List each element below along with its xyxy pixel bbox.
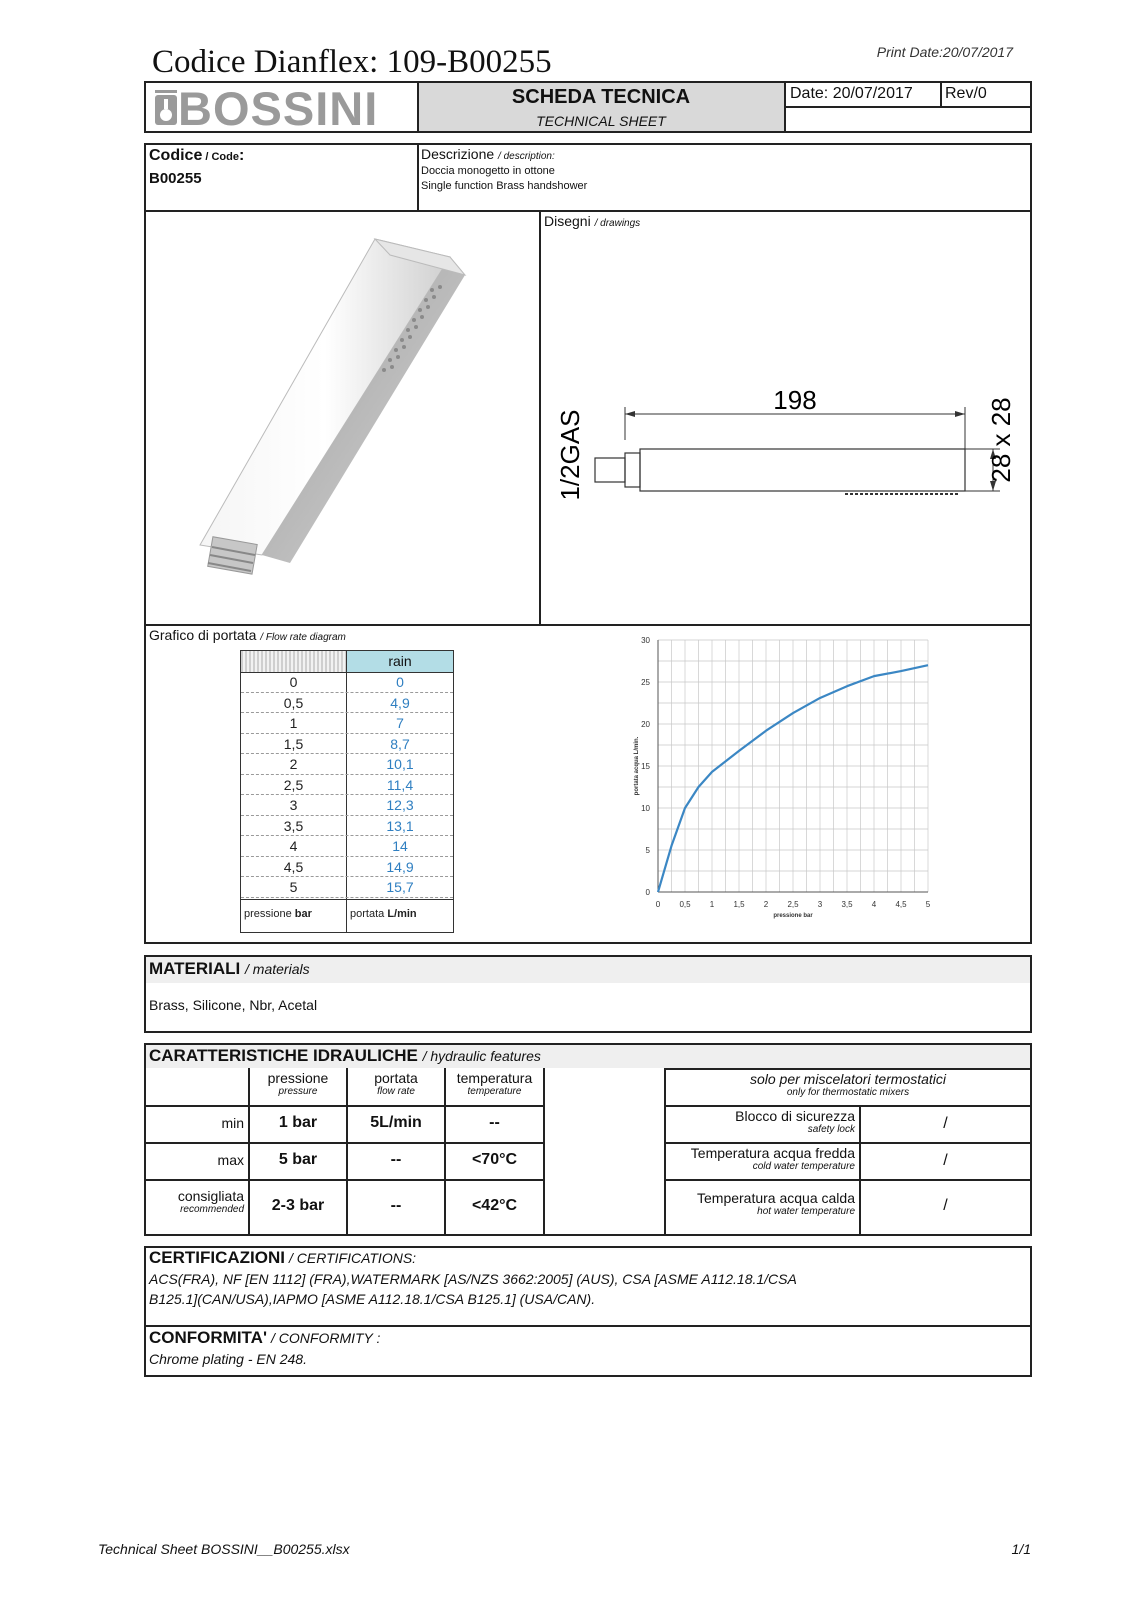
flow-pressure-cell: 3,5 bbox=[283, 817, 304, 834]
x-tick-label: 4,5 bbox=[895, 900, 907, 909]
dim-section: 28 x 28 bbox=[986, 397, 1016, 483]
flow-pressure-cell: 4 bbox=[289, 838, 298, 854]
x-tick-label: 5 bbox=[925, 900, 931, 909]
col-temp-it: temperatura bbox=[456, 1070, 533, 1086]
x-tick-label: 1,5 bbox=[733, 900, 745, 909]
y-tick-label: 0 bbox=[645, 888, 650, 897]
thermo-hot-value: / bbox=[943, 1197, 948, 1214]
thermo-title-en: only for thermostatic mixers bbox=[786, 1087, 910, 1098]
x-axis-label: pressione bar bbox=[773, 913, 813, 919]
dianflex-code: Codice Dianflex: 109-B00255 bbox=[152, 44, 552, 80]
flow-footer bbox=[350, 908, 417, 920]
flow-label-it: Grafico di portata bbox=[149, 627, 257, 643]
flow-label-en: / Flow rate diagram bbox=[260, 632, 346, 643]
thermo-title bbox=[666, 1071, 1030, 1098]
desc-label-en: / description: bbox=[498, 151, 555, 162]
hydraulic-title bbox=[149, 1046, 541, 1066]
row-min-temp: -- bbox=[489, 1114, 500, 1131]
x-tick-label: 3,5 bbox=[841, 900, 853, 909]
x-tick-label: 0 bbox=[655, 900, 661, 909]
desc-en: Single function Brass handshower bbox=[421, 180, 588, 192]
flow-table-hatch bbox=[241, 651, 347, 672]
col-pressure bbox=[250, 1070, 346, 1097]
thermo-title-it: solo per miscelatori termostatici bbox=[749, 1071, 947, 1087]
flow-table-row bbox=[241, 795, 453, 816]
flow-pressure-cell: 0 bbox=[289, 674, 298, 690]
flow-pressure-cell: 4,5 bbox=[283, 858, 304, 875]
code-label-en: / Code bbox=[205, 151, 239, 163]
y-axis-label: portata acqua L/min. bbox=[634, 736, 640, 796]
code-value: B00255 bbox=[149, 170, 202, 187]
flow-rows bbox=[241, 672, 453, 898]
flow-col-header: rain bbox=[347, 651, 453, 672]
row-rec-temp: <42°C bbox=[471, 1197, 518, 1214]
materials-title bbox=[149, 959, 310, 979]
flow-rate-cell: 14,9 bbox=[386, 858, 414, 875]
x-tick-label: 2 bbox=[763, 900, 769, 909]
flow-rate-cell: 12,3 bbox=[386, 797, 414, 813]
flow-pressure-cell: 1,5 bbox=[283, 735, 304, 752]
col-flow bbox=[348, 1070, 444, 1097]
flow-pressure-cell: 2,5 bbox=[283, 776, 304, 793]
col-pressure-it: pressione bbox=[267, 1070, 329, 1086]
y-tick-label: 10 bbox=[641, 804, 650, 813]
x-tick-label: 3 bbox=[817, 900, 823, 909]
flow-chart bbox=[620, 630, 940, 935]
drawings-label bbox=[544, 213, 640, 229]
flow-rate-cell: 0 bbox=[396, 674, 404, 690]
sheet-subtitle: TECHNICAL SHEET bbox=[536, 113, 666, 129]
flow-rate-cell: 10,1 bbox=[386, 756, 414, 772]
flow-footer-unit: L/min bbox=[387, 908, 417, 920]
code-label: Codice / Code: bbox=[149, 147, 245, 164]
flow-rate-cell: 14 bbox=[392, 838, 408, 854]
col-temp bbox=[446, 1070, 543, 1097]
cert-title-it: CERTIFICAZIONI bbox=[149, 1248, 285, 1267]
flow-table-row bbox=[241, 836, 453, 857]
row-max-temp: <70°C bbox=[471, 1151, 518, 1168]
pressure-footer-label: pressione bbox=[244, 908, 292, 920]
flow-rate-cell: 4,9 bbox=[390, 694, 410, 711]
flow-table-row bbox=[241, 877, 453, 898]
flow-table-row bbox=[241, 693, 453, 714]
col-flow-en: flow rate bbox=[377, 1086, 415, 1097]
flow-table-row bbox=[241, 734, 453, 755]
conformity-value: Chrome plating - EN 248. bbox=[149, 1351, 307, 1367]
flow-table-row bbox=[241, 672, 453, 693]
header-date: Date: 20/07/2017 bbox=[790, 85, 913, 102]
row-max-label: max bbox=[217, 1152, 244, 1168]
thermo-hot-en: hot water temperature bbox=[757, 1206, 855, 1217]
footer-filename: Technical Sheet BOSSINI__B00255.xlsx bbox=[98, 1541, 350, 1557]
product-box bbox=[144, 143, 1032, 212]
row-max-flow: -- bbox=[390, 1151, 402, 1168]
x-tick-label: 1 bbox=[709, 900, 715, 909]
dim-length: 198 bbox=[773, 385, 817, 415]
conformity-title bbox=[149, 1328, 380, 1348]
cert-line-1: ACS(FRA), NF [EN 1112] (FRA),WATERMARK [AS/NZS 3662:2005] (AUS), CSA [ASME A112.18.1/CSA bbox=[149, 1271, 797, 1287]
desc-label-it: Descrizione bbox=[421, 146, 495, 162]
cert-title bbox=[149, 1248, 416, 1268]
thermo-cold-value: / bbox=[943, 1152, 948, 1169]
drawings-label-it: Disegni bbox=[544, 213, 591, 229]
row-min-label: min bbox=[221, 1115, 244, 1131]
col-flow-it: portata bbox=[374, 1070, 418, 1086]
row-rec-label-en: recommended bbox=[180, 1204, 244, 1215]
thermo-lock-it: Blocco di sicurezza bbox=[735, 1108, 855, 1124]
conformity-title-it: CONFORMITA' bbox=[149, 1328, 267, 1347]
materials-value: Brass, Silicone, Nbr, Acetal bbox=[149, 997, 318, 1013]
thermo-lock-value: / bbox=[943, 1115, 948, 1132]
print-date: Print Date:20/07/2017 bbox=[876, 44, 1013, 60]
cert-title-en: / CERTIFICATIONS: bbox=[289, 1250, 417, 1266]
desc-label bbox=[421, 146, 555, 162]
flow-pressure-cell: 1 bbox=[289, 715, 298, 731]
row-rec-flow: -- bbox=[390, 1197, 402, 1214]
cert-line-2: B125.1](CAN/USA),IAPMO [ASME A112.18.1/CSA B125.1] (USA/CAN). bbox=[149, 1291, 596, 1307]
flow-table-row bbox=[241, 775, 453, 796]
flow-table-row bbox=[241, 713, 453, 734]
row-rec-pressure: 2-3 bar bbox=[271, 1197, 325, 1214]
code-label-it: Codice bbox=[149, 147, 203, 164]
conformity-title-en: / CONFORMITY : bbox=[271, 1330, 381, 1346]
y-tick-label: 20 bbox=[641, 720, 650, 729]
row-rec-label-it: consigliata bbox=[177, 1188, 244, 1204]
flow-pressure-cell: 5 bbox=[289, 879, 298, 895]
flow-table-row bbox=[241, 857, 453, 878]
x-tick-label: 2,5 bbox=[787, 900, 799, 909]
row-min-pressure: 1 bar bbox=[278, 1114, 318, 1131]
row-rec-label bbox=[146, 1188, 244, 1215]
flow-rate-cell: 11,4 bbox=[386, 776, 414, 793]
hydraulic-title-en: / hydraulic features bbox=[422, 1048, 541, 1064]
flow-table bbox=[240, 650, 454, 933]
logo-text: BOSSINI bbox=[178, 82, 379, 135]
flow-footer-label: portata bbox=[350, 908, 385, 920]
thermo-hot-it: Temperatura acqua calda bbox=[697, 1190, 855, 1206]
col-temp-en: temperature bbox=[467, 1086, 522, 1097]
thermo-row-lock bbox=[666, 1108, 855, 1135]
thermo-row-cold bbox=[666, 1145, 855, 1172]
flow-rate-cell: 13,1 bbox=[386, 817, 414, 834]
hydraulic-title-it: CARATTERISTICHE IDRAULICHE bbox=[149, 1046, 418, 1065]
flow-pressure-cell: 2 bbox=[289, 756, 298, 772]
thermo-row-hot bbox=[666, 1190, 855, 1217]
technical-drawing bbox=[545, 360, 1025, 520]
pressure-footer-unit: bar bbox=[294, 908, 312, 920]
flow-pressure-cell: 3 bbox=[289, 797, 298, 813]
thermo-cold-it: Temperatura acqua fredda bbox=[690, 1145, 855, 1161]
header-rev: Rev/0 bbox=[945, 85, 987, 102]
thermo-lock-en: safety lock bbox=[807, 1124, 855, 1135]
flow-rate-cell: 7 bbox=[396, 715, 404, 731]
x-tick-label: 0,5 bbox=[679, 900, 691, 909]
dim-thread: 1/2GAS bbox=[555, 409, 585, 501]
drawings-label-en: / drawings bbox=[594, 218, 641, 229]
y-tick-label: 15 bbox=[641, 762, 650, 771]
product-photo bbox=[150, 215, 530, 620]
flow-rate-cell: 8,7 bbox=[390, 735, 410, 752]
row-max-pressure: 5 bar bbox=[278, 1151, 318, 1168]
flow-table-row bbox=[241, 754, 453, 775]
materials-title-en: / materials bbox=[245, 961, 310, 977]
col-pressure-en: pressure bbox=[278, 1086, 318, 1097]
bossini-logo bbox=[150, 82, 412, 135]
y-tick-label: 30 bbox=[641, 636, 650, 645]
row-min-flow: 5L/min bbox=[370, 1114, 422, 1131]
flow-label bbox=[149, 627, 346, 643]
thermo-cold-en: cold water temperature bbox=[752, 1161, 855, 1172]
footer-page: 1/1 bbox=[1011, 1541, 1031, 1557]
flow-rate-cell: 15,7 bbox=[386, 879, 414, 895]
y-tick-label: 25 bbox=[641, 678, 650, 687]
materials-title-it: MATERIALI bbox=[149, 959, 241, 978]
flow-pressure-cell: 0,5 bbox=[283, 694, 304, 711]
flow-table-row bbox=[241, 816, 453, 837]
sheet-title: SCHEDA TECNICA bbox=[511, 86, 691, 108]
y-tick-label: 5 bbox=[645, 846, 650, 855]
desc-it: Doccia monogetto in ottone bbox=[421, 165, 555, 177]
pressure-footer bbox=[244, 908, 312, 920]
x-tick-label: 4 bbox=[871, 900, 877, 909]
